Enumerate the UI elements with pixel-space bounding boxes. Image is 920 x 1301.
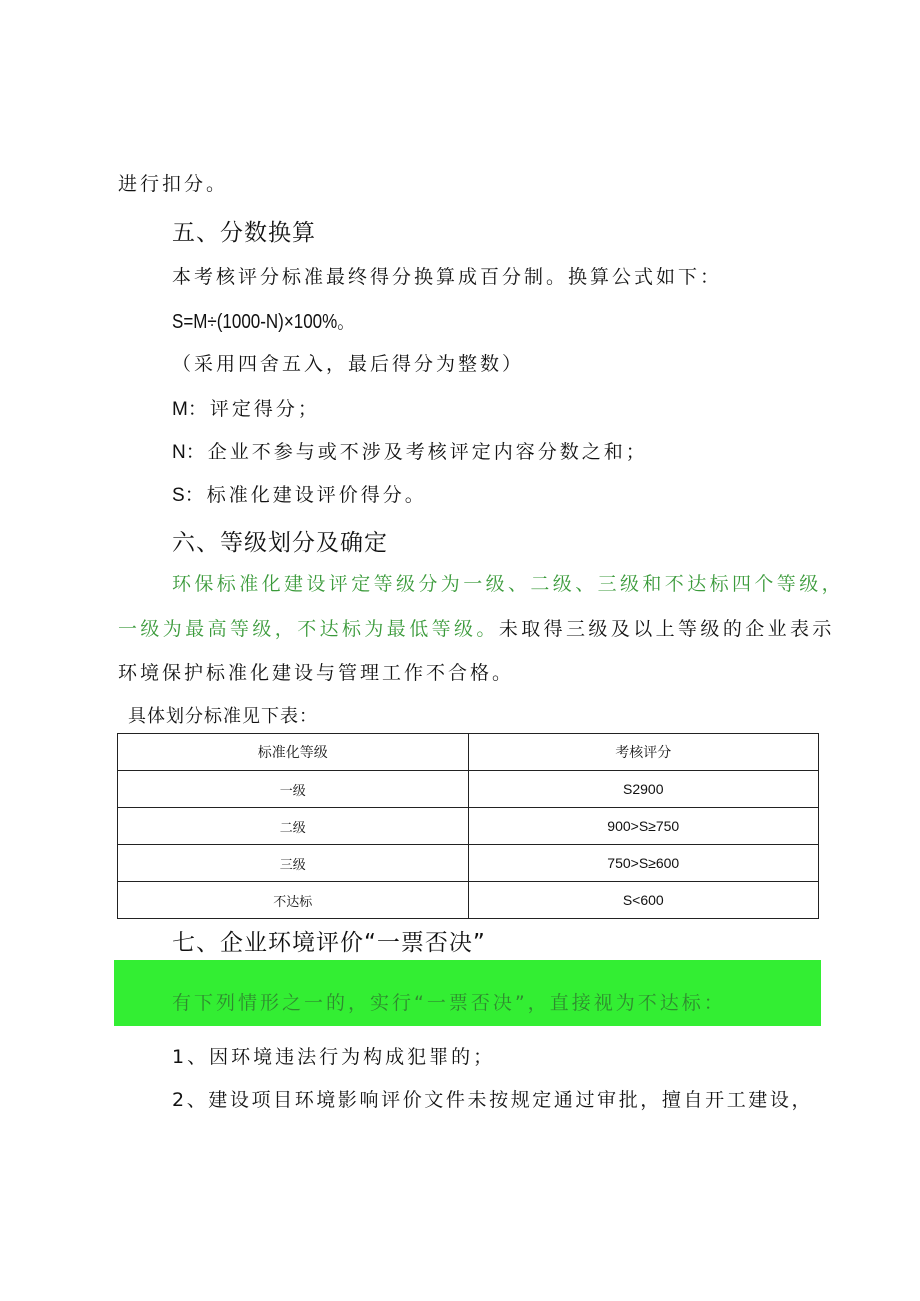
grade-description-line-1: 环保标准化建设评定等级分为一级、二级、三级和不达标四个等级， (172, 573, 845, 595)
grade-level-cell: 二级 (118, 808, 469, 845)
conversion-formula: S=M÷(1000-N)×100%。 (172, 311, 355, 333)
section-heading-6: 六、等级划分及确定 (172, 530, 388, 556)
table-row (118, 882, 819, 919)
definition-s-symbol: S (172, 485, 185, 506)
grade-level-cell: 不达标 (118, 882, 469, 919)
definition-m (172, 400, 320, 419)
definition-s-text: ：标准化建设评价得分。 (184, 484, 427, 506)
definition-s (172, 486, 427, 505)
grade-table (117, 733, 819, 919)
paragraph-continuation: 进行扣分。 (118, 173, 229, 195)
definition-n-text: ：企业不参与或不涉及考核评定内容分数之和； (185, 441, 648, 463)
definition-n (172, 443, 648, 462)
table-intro: 具体划分标准见下表： (128, 706, 318, 727)
grade-score-cell: 900>S≥750 (468, 808, 819, 845)
grade-level-cell: 一级 (118, 771, 469, 808)
grade-score-cell: 750>S≥600 (468, 845, 819, 882)
veto-item-2: 2、建设项目环境影响评价文件未按规定通过审批，擅自开工建设， (172, 1089, 814, 1111)
grade-table-header-level: 标准化等级 (118, 734, 469, 771)
veto-intro: 有下列情形之一的，实行“一票否决”，直接视为不达标： (172, 992, 726, 1014)
veto-item-1: 1、因环境违法行为构成犯罪的； (172, 1046, 496, 1068)
grade-description-line-2 (118, 620, 835, 639)
grade-score-cell: S<600 (468, 882, 819, 919)
grade-description-line-2-green: 一级为最高等级，不达标为最低等级。 (118, 618, 499, 640)
grade-table-header-row (118, 734, 819, 771)
grade-table-header-score: 考核评分 (468, 734, 819, 771)
table-row (118, 808, 819, 845)
definition-n-symbol: N (172, 442, 186, 463)
definition-m-symbol: M (172, 399, 188, 420)
table-row (118, 771, 819, 808)
section-heading-5: 五、分数换算 (172, 220, 316, 246)
grade-description-line-2-black: 未取得三级及以上等级的企业表示 (498, 618, 835, 640)
grade-score-cell: S2900 (468, 771, 819, 808)
grade-description-line-3: 环境保护标准化建设与管理工作不合格。 (118, 662, 515, 684)
table-row (118, 845, 819, 882)
rounding-note: （采用四舍五入，最后得分为整数） (172, 353, 525, 375)
section-heading-7: 七、企业环境评价“一票否决” (172, 930, 486, 956)
conversion-description: 本考核评分标准最终得分换算成百分制。换算公式如下： (172, 266, 723, 288)
grade-level-cell: 三级 (118, 845, 469, 882)
definition-m-text: ：评定得分； (187, 398, 320, 420)
